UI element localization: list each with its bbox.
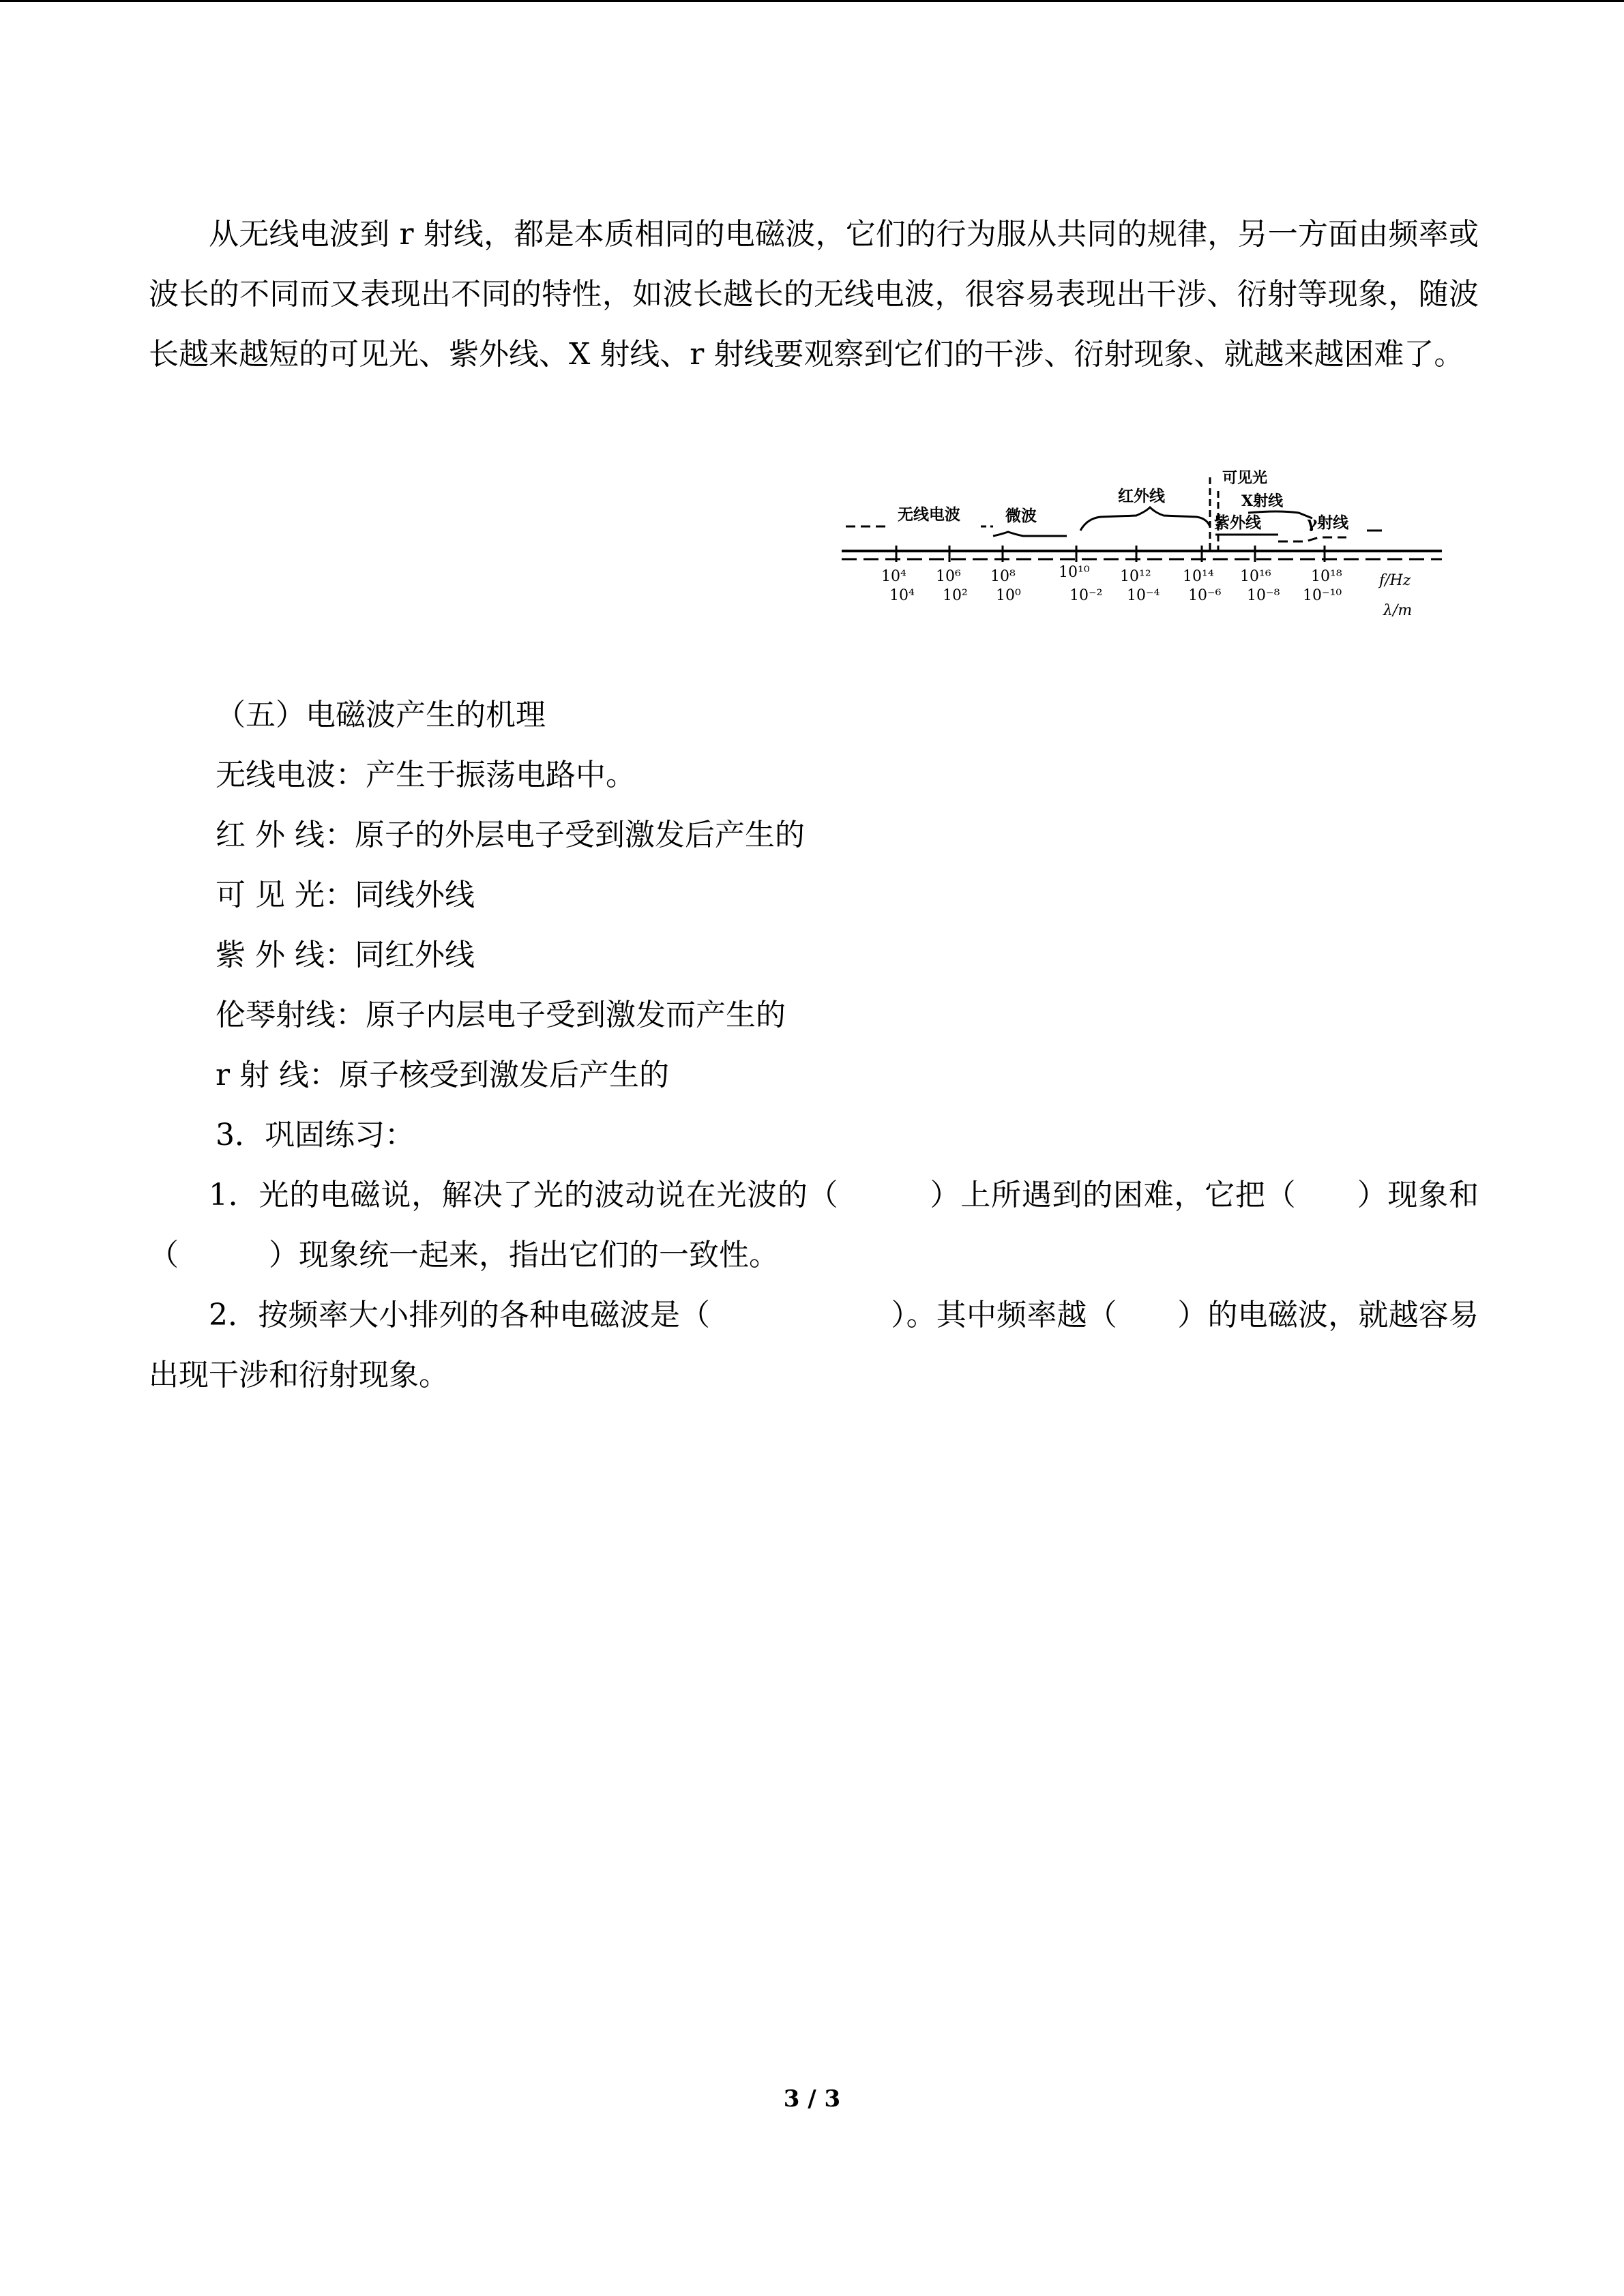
microwave-bracket: [993, 532, 1067, 536]
wave-tick-label: 10⁰: [996, 587, 1021, 604]
band-label-uv: 紫外线: [1214, 513, 1261, 532]
mechanism-item-radio: 无线电波：产生于振荡电路中。: [216, 758, 636, 792]
mechanism-section: [149, 685, 1479, 1405]
exercise-question-2: 2．按频率大小排列的各种电磁波是（ ）。其中频率越（ ）的电磁波，就越容易出现干涉和衍射现象。: [149, 1298, 1479, 1392]
freq-tick-label: 10¹⁰: [1059, 564, 1090, 581]
frequency-tick-labels: [881, 564, 1411, 589]
spectrum-axis: [842, 546, 1442, 562]
wave-tick-label: 10⁴: [889, 587, 915, 604]
mechanism-item-visible: 可 见 光：同线外线: [216, 878, 475, 912]
freq-tick-label: 10⁸: [990, 568, 1016, 585]
gamma-bracket: [1278, 537, 1346, 541]
band-label-radio: 无线电波: [898, 505, 960, 524]
band-label-xray: X射线: [1241, 492, 1284, 510]
band-label-microwave: 微波: [1005, 507, 1037, 525]
freq-tick-label: 10¹⁸: [1311, 568, 1342, 585]
freq-tick-label: 10¹⁴: [1183, 568, 1214, 585]
wave-tick-label: 10⁻⁶: [1188, 587, 1222, 604]
wave-tick-label: 10⁻⁸: [1247, 587, 1280, 604]
exercise-question-1: 1．光的电磁说，解决了光的波动说在光波的（ ）上所遇到的困难，它把（ ）现象和（ ）现象统一起来，指出它们的一致性。: [149, 1178, 1479, 1272]
wave-tick-label: 10²: [943, 587, 968, 604]
freq-tick-label: 10⁴: [881, 568, 906, 585]
wave-tick-label: 10⁻¹⁰: [1303, 587, 1342, 604]
freq-tick-label: 10⁶: [936, 568, 961, 585]
mechanism-item-gamma: r 射 线：原子核受到激发后产生的: [216, 1058, 670, 1092]
band-label-gamma: γ射线: [1307, 513, 1349, 532]
infrared-bracket: [1080, 507, 1210, 531]
freq-unit-label: f/Hz: [1379, 572, 1411, 589]
band-label-infrared: 红外线: [1118, 487, 1165, 505]
mechanism-item-xray: 伦琴射线：原子内层电子受到激发而产生的: [216, 998, 786, 1032]
band-label-visible: 可见光: [1222, 469, 1268, 487]
section-title: （五）电磁波产生的机理: [216, 698, 546, 732]
top-border-line: [0, 0, 1624, 2]
intro-block: [149, 205, 1479, 385]
wavelength-tick-labels: [889, 587, 1412, 619]
exercise-heading: 3．巩固练习：: [216, 1118, 415, 1152]
intro-paragraph: 从无线电波到 r 射线，都是本质相同的电磁波，它们的行为服从共同的规律，另一方面由频率或波长的不同而又表现出不同的特性，如波长越长的无线电波，很容易表现出干涉、衍射等现象，随波长越来越短的可见光、紫外线、X 射线、r 射线要观察到它们的干涉、衍射现象、就越来越困难了。: [149, 217, 1479, 372]
page-number: 3 / 3: [783, 2085, 841, 2113]
em-spectrum-diagram: [842, 464, 1447, 625]
mechanism-item-uv: 紫 外 线：同红外线: [216, 938, 475, 972]
wave-unit-label: λ/m: [1383, 602, 1413, 619]
wave-tick-label: 10⁻²: [1069, 587, 1103, 604]
freq-tick-label: 10¹²: [1120, 568, 1151, 585]
wave-tick-label: 10⁻⁴: [1127, 587, 1160, 604]
mechanism-item-infrared: 红 外 线：原子的外层电子受到激发后产生的: [216, 818, 805, 852]
freq-tick-label: 10¹⁶: [1240, 568, 1271, 585]
